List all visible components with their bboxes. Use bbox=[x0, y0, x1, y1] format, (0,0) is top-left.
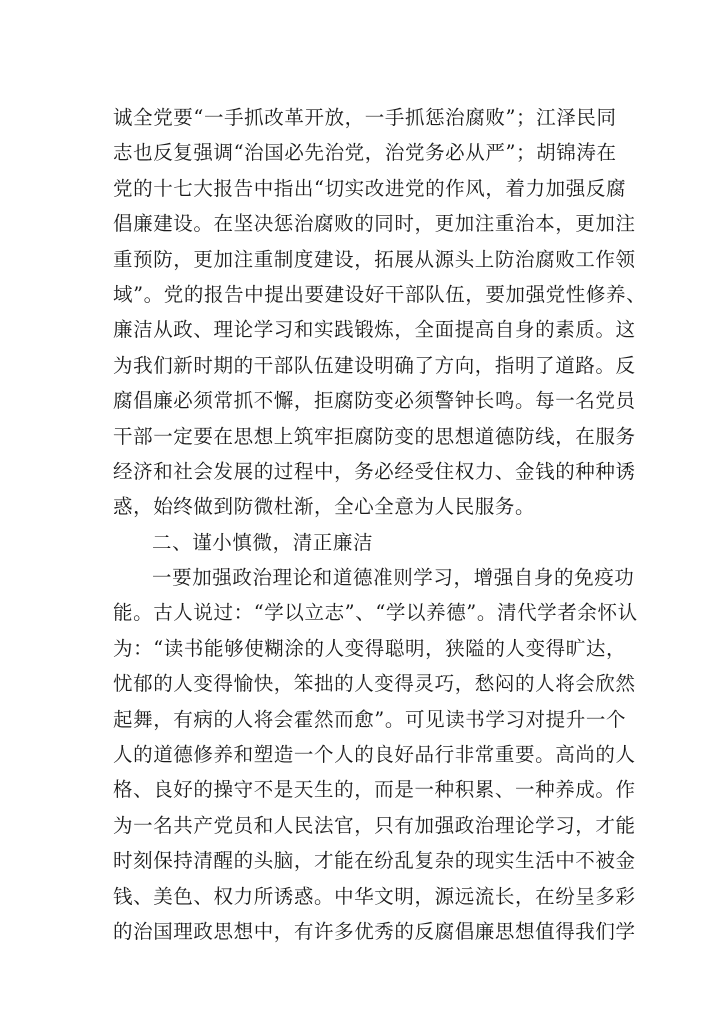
text-line: 重预防，更加注重制度建设，拓展从源头上防治腐败工作领 bbox=[113, 247, 636, 271]
text-line: 时刻保持清醒的头脑，才能在纷乱复杂的现实生活中不被金 bbox=[113, 849, 636, 873]
text-line: 格、良好的操守不是天生的，而是一种积累、一种养成。作 bbox=[113, 778, 636, 802]
text-line: 干部一定要在思想上筑牢拒腐防变的思想道德防线，在服务 bbox=[113, 424, 636, 448]
text-line: 倡廉建设。在坚决惩治腐败的同时，更加注重治本，更加注 bbox=[113, 212, 636, 236]
text-line: 党的十七大报告中指出“切实改进党的作风，着力加强反腐 bbox=[113, 176, 627, 200]
text-line: 诚全党要“一手抓改革开放，一手抓惩治腐败”；江泽民同 bbox=[113, 106, 617, 129]
text-line: 起舞，有病的人将会霍然而愈”。可见读书学习对提升一个 bbox=[113, 707, 627, 731]
text-line: 经济和社会发展的过程中，务必经受住权力、金钱的种种诱 bbox=[113, 459, 636, 483]
text-line: 能。古人说过：“学以立志”、“学以养德”。清代学者余怀认 bbox=[113, 601, 638, 625]
text-line: 惑，始终做到防微杜渐，全心全意为人民服务。 bbox=[113, 495, 536, 519]
text-line: 忧郁的人变得愉快，笨拙的人变得灵巧，愁闷的人将会欣然 bbox=[113, 672, 636, 696]
document-body bbox=[113, 100, 647, 949]
paragraph-first-line: 一要加强政治理论和道德准则学习，增强自身的免疫功 bbox=[152, 566, 635, 590]
text-line: 的治国理政思想中，有许多优秀的反腐倡廉思想值得我们学 bbox=[113, 919, 636, 943]
text-line: 腐倡廉必须常抓不懈，拒腐防变必须警钟长鸣。每一名党员 bbox=[113, 389, 636, 413]
text-line: 为一名共产党员和人民法官，只有加强政治理论学习，才能 bbox=[113, 813, 636, 837]
text-line: 域”。党的报告中提出要建设好干部队伍，要加强党性修养、 bbox=[113, 282, 647, 306]
text-line: 廉洁从政、理论学习和实践锻炼，全面提高自身的素质。这 bbox=[113, 318, 636, 342]
paragraph-first-line: 二、谨小慎微，清正廉洁 bbox=[152, 530, 374, 554]
text-line: 为我们新时期的干部队伍建设明确了方向，指明了道路。反 bbox=[113, 353, 636, 377]
text-line: 志也反复强调“治国必先治党，治党务必从严”；胡锦涛在 bbox=[113, 141, 617, 165]
text-line: 为：“读书能够使糊涂的人变得聪明，狭隘的人变得旷达， bbox=[113, 636, 627, 660]
text-line: 钱、美色、权力所诱惑。中华文明，源远流长，在纷呈多彩 bbox=[113, 884, 636, 908]
text-line: 人的道德修养和塑造一个人的良好品行非常重要。高尚的人 bbox=[113, 743, 636, 767]
